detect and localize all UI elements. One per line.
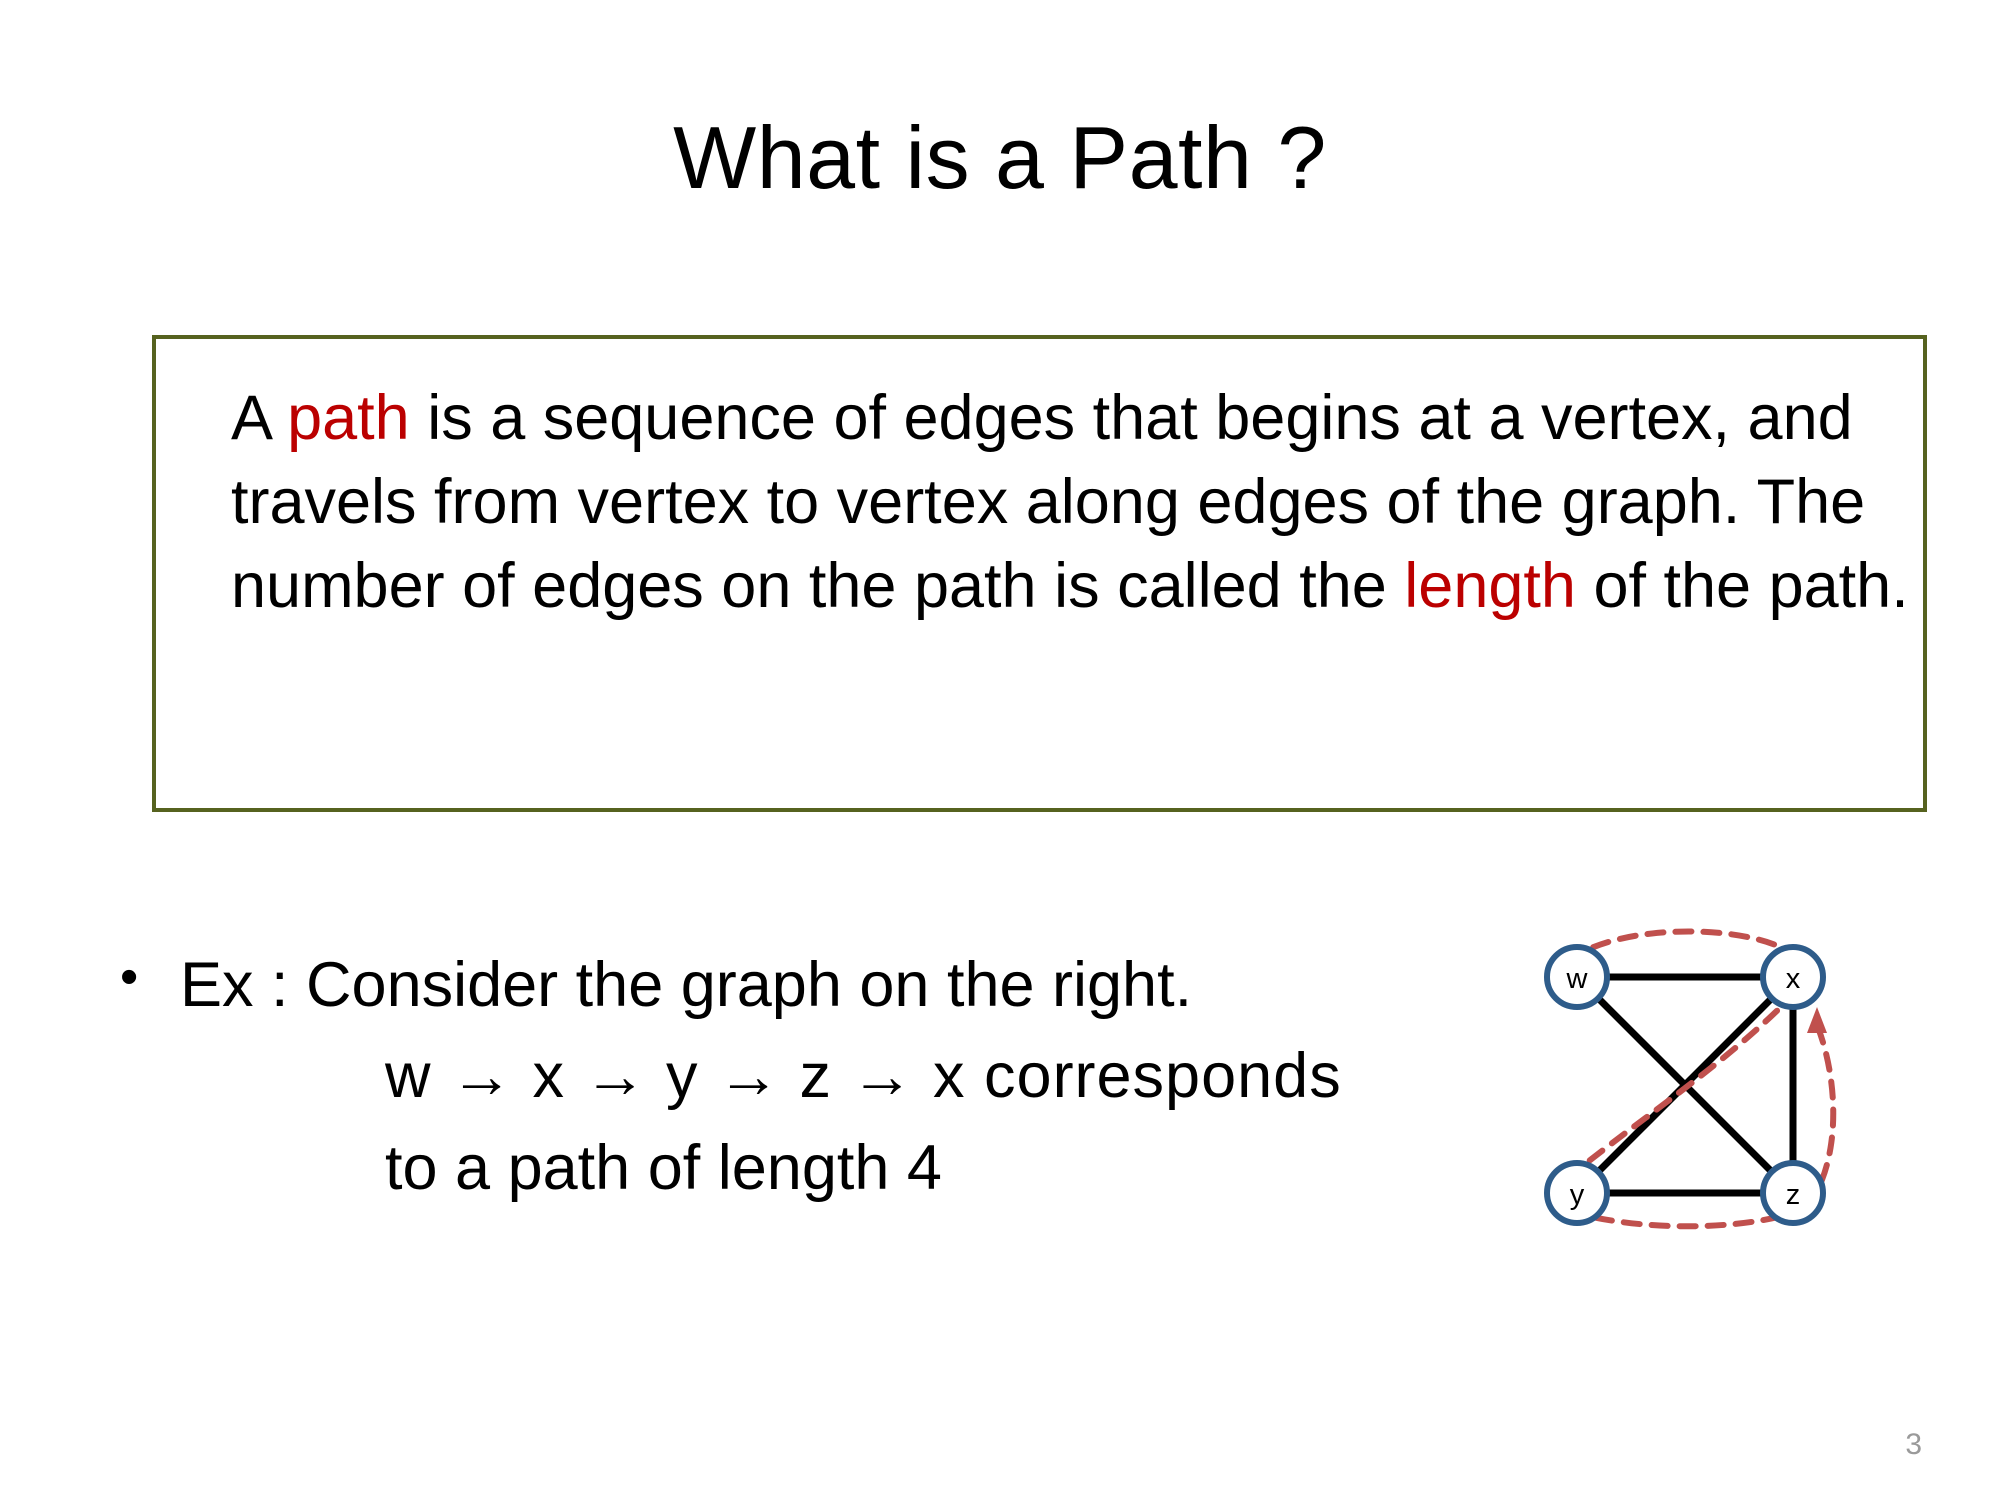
keyword-length: length [1404,550,1576,621]
graph-diagram [1525,925,1845,1245]
svg-text:y: y [1569,1179,1585,1211]
example-line-2: w → x → y → z → x corresponds [385,1041,1342,1112]
svg-text:z: z [1785,1179,1801,1211]
svg-text:w: w [1566,963,1588,995]
definition-box [152,335,1927,812]
definition-segment-1: A [231,383,288,453]
page-number: 3 [1905,1428,1922,1461]
bullet-icon: • [120,948,139,1006]
keyword-path: path [287,383,410,453]
definition-segment-2: is a sequence of edges that begins at a vertex, and travels from vertex to vertex along edges of the graph. The number of edges on the path is called the [231,383,1866,621]
example-bullet-line [120,940,1540,1031]
definition-text [231,377,1911,628]
example-block [120,940,1540,1214]
example-line-1: Ex : Consider the graph on the right. [180,950,1193,1020]
definition-segment-3: of the path. [1575,550,1909,621]
path-arrowhead-icon [1807,1007,1827,1033]
example-line-3: to a path of length 4 [385,1132,942,1203]
svg-text:x: x [1785,963,1801,995]
page-title: What is a Path ? [673,108,1327,207]
